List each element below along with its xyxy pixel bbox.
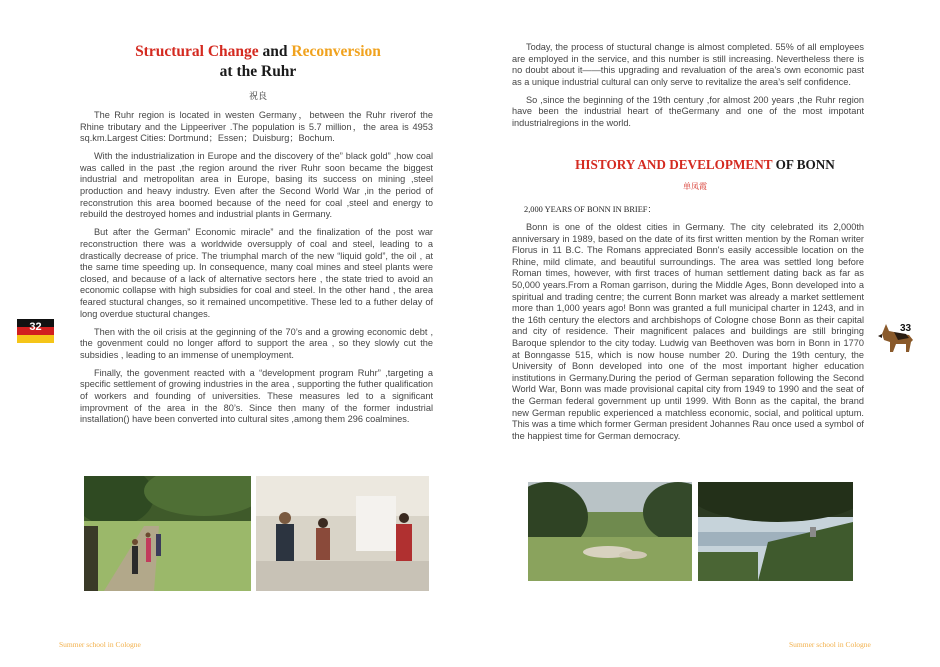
page-number: 32 (29, 321, 42, 333)
section-title-black: OF BONN (775, 157, 835, 172)
author-right: 单凤霞 (683, 182, 707, 191)
intro-text (512, 42, 864, 136)
title-part-structural-change: Structural Change (135, 43, 259, 60)
paragraph: Finally, the govenment reacted with a “development program Ruhr” ,targeting a specific settlement of growing industries in the area , supporting the futher qualification of workers and founding of universities. These measures led to a significant improvment of the area in the 80’s. Since then many of the former industrial installation() have been converted into cultural sites ,among them 296 coalmines. (80, 367, 433, 425)
page-number-right: 33 (900, 323, 912, 334)
title-part-reconversion: Reconversion (291, 43, 381, 60)
section-title (520, 157, 890, 173)
paragraph: Then with the oil crisis at the geginning of the 70’s and a growing economic debt , the govenment could no longer afford to support the area , so they slowly cut the subsidies , leading to an immense of unemployment. (80, 326, 433, 360)
title-line2: at the Ruhr (219, 63, 297, 80)
section-title-red: HISTORY AND DEVELOPMENT (575, 157, 773, 172)
paragraph: Today, the process of stuctural change is almost completed. 55% of all employees are employed in the service, and this number is still increasing. Nevertheless there is no doubt about it——this upgrading and revaluation of the area’s own economic past as a unique industrial cultural can only serve to revitalize the area’s self confidence. (512, 42, 864, 87)
paragraph: So ,since the beginning of the 19th century ,for almost 200 years ,the Ruhr region have been the industrial heart of theGermany and one of the most impotant industrialregions in the world. (512, 94, 864, 129)
author: 祝良 (248, 91, 267, 101)
photo-rhine-view (698, 482, 853, 581)
bonn-article-body (512, 222, 864, 449)
title-and: and (262, 43, 288, 60)
paragraph: The Ruhr region is located in westen Germany，between the Ruhr riverof the Rhine tributary and the Lippeeriver .The population is 5.7 million，the area is 4953 sq.km.Largest Cities: Dortmund；Essen；Duisburg；Bochum. (80, 110, 433, 144)
footer-text: Summer school in Cologne (59, 640, 141, 649)
page-title (80, 42, 436, 82)
photo-classroom (256, 476, 429, 591)
german-shepherd-dog-icon (876, 320, 916, 354)
german-flag-icon (17, 319, 54, 343)
paragraph: But after the German” Economic miracle” and the finalization of the post war reconstruction there was a worldwide oversupply of coal and steel, leading to a drastically decrease of price. The triumphal march of the new “liquid gold”, the oil , at the same time speeding up. In consequence, many coal mines and steel plants were closed, and because of a lack of alternative sectors here , the state tried to avoid an economic collapse with high subsidies for coal and steel. In the other hand , the area feared stuctural changes, so it remained uncompetitive. These led to a futher delay of long overdue stuctural changes. (80, 227, 433, 319)
photo-sheep-field (528, 482, 692, 581)
article-body (80, 110, 433, 432)
paragraph: With the industrialization in Europe and the discovery of the” black gold” ,how coal was called in the past ,the region around the river Ruhr soon became the biggest industrial and metropolitan area in Europe, basing its success on mining ,steel production and heavy industry. Even after the Second World War ,in the period of reconstrution this area boomed because of the need for coal ,steel and energy to rebuild the destroyed homes and industrial plants in Germany. (80, 151, 433, 220)
photo-park-walk (84, 476, 251, 591)
footer-text-right: Summer school in Cologne (789, 640, 871, 649)
subheading: 2,000 YEARS OF BONN IN BRIEF： (524, 205, 656, 214)
paragraph: Bonn is one of the oldest cities in Germany. The city celebrated its 2,000th anniversary in 1989, based on the date of its first written mention by the Roman writer Florus in 11 B.C. The Romans appreciated Bonn's easily accessible location on the Rhine, mild climate, and beautiful surroundings. The area was settled long before Roman times, however, with first traces of human settlement dating back as far as 50,000 years.From a Roman garrison, during the Middle Ages, Bonn developed into a spiritual and trading centre; the current Bonn market was already a market settlement more than 1,000 years ago! Bonn was granted a full municipal charter in 1243, and in the 16th century the electors and archbishops of Cologne chose Bonn as their capital and city of residence. Their magnificent palaces and buildings are still bringing Baroque splendor to the city today. Ludwig van Beethoven was born in Bonn in 1770 at Bonngasse 515, which is now house number 20. During the 19th century, the University of Bonn developed into one of the most important higher education institutions in Germany.During the period of German separation following the Second World War, Bonn was made provisional capital city from 1949 to 1990 and the seat of the German federal government up until 1999. With Bonn as the capital, the brand new German republic experienced a matchless economic, social, and political uptum. This was a time which former German president Johannes Rau once used a symbol of the happiest time for German democracy. (512, 222, 864, 441)
